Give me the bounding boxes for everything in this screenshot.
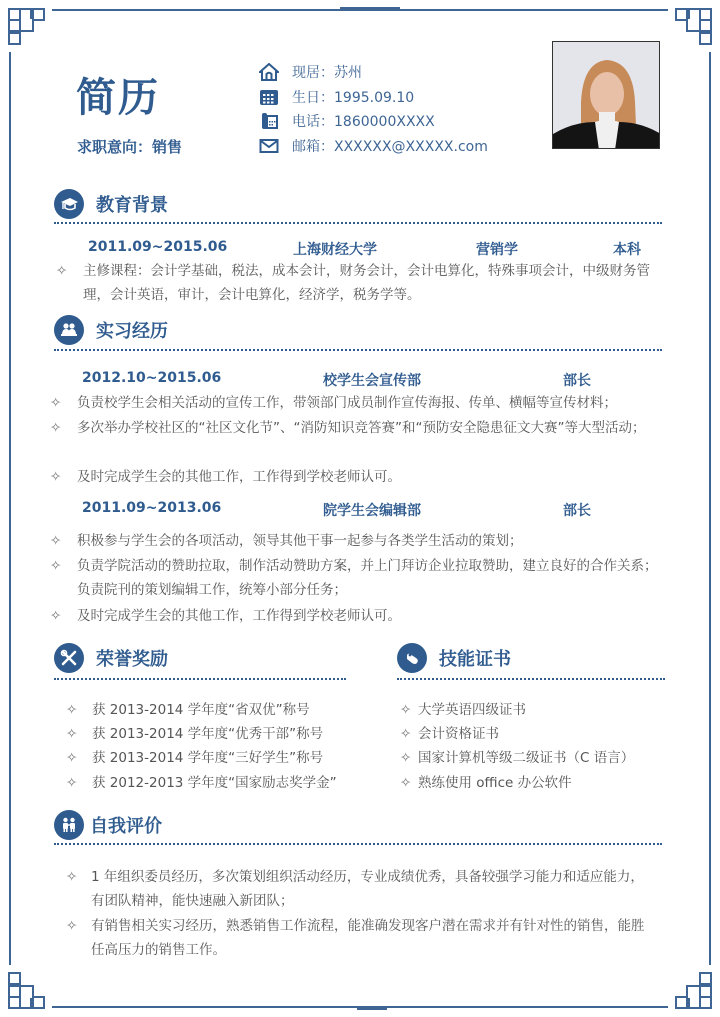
internship-role: 部长 xyxy=(563,373,591,389)
section-honors-title: 荣誉奖励 xyxy=(96,649,168,670)
section-self-eval-header xyxy=(54,810,162,840)
resume-title: 简历 xyxy=(76,75,160,121)
border-accent-bottom xyxy=(357,1007,387,1010)
education-school: 上海财经大学 xyxy=(293,242,377,258)
bullet-diamond-icon: ✧ xyxy=(50,469,62,485)
education-major: 营销学 xyxy=(476,242,518,258)
section-divider xyxy=(397,678,665,680)
internship-period: 2011.09~2013.06 xyxy=(82,500,222,516)
location-text: 现居：苏州 xyxy=(292,65,362,82)
self-eval-item: ✧ 1 年组织委员经历，多次策划组织活动经历，专业成绩优秀，具备较强学习能力和适应能力，有团队精神，能快速融入新团队； xyxy=(66,865,646,913)
tools-icon xyxy=(54,643,84,673)
bullet-diamond-icon: ✧ xyxy=(400,775,412,791)
internship-item: ✧ 负责学院活动的赞助拉取，制作活动赞助方案，并上门拜访企业拉取赞助，建立良好的合作关系；负责院刊的策划编辑工作，统筹小部分任务； xyxy=(50,554,662,602)
internship-role: 部长 xyxy=(563,503,591,519)
bullet-diamond-icon: ✧ xyxy=(400,702,412,718)
birthday-text: 生日：1995.09.10 xyxy=(292,89,415,106)
internship-item: ✧ 多次举办学校社区的“社区文化节”、“消防知识竞答赛”和“预防安全隐患征文大赛”等大型活动； xyxy=(50,416,662,440)
section-honors-header xyxy=(54,643,168,673)
bullet-diamond-icon: ✧ xyxy=(66,918,78,934)
bullet-diamond-icon: ✧ xyxy=(400,726,412,742)
honor-item: ✧ 获 2013-2014 学年度“省双优”称号 xyxy=(66,698,366,722)
corner-ornament-bottom-left xyxy=(6,965,52,1011)
section-self-eval-title: 自我评价 xyxy=(90,816,162,837)
section-divider xyxy=(54,349,662,351)
skill-item: ✧ 会计资格证书 xyxy=(400,722,670,746)
bullet-diamond-icon: ✧ xyxy=(66,702,78,718)
bullet-diamond-icon: ✧ xyxy=(66,869,78,885)
bullet-diamond-icon: ✧ xyxy=(50,558,62,574)
section-internship-header xyxy=(54,315,168,345)
bullet-diamond-icon: ✧ xyxy=(66,726,78,742)
corner-ornament-top-right xyxy=(668,6,714,52)
bullet-diamond-icon: ✧ xyxy=(66,775,78,791)
bullet-diamond-icon: ✧ xyxy=(400,750,412,766)
job-intention: 求职意向：销售 xyxy=(77,138,183,156)
internship-item: ✧ 及时完成学生会的其他工作，工作得到学校老师认可。 xyxy=(50,465,662,489)
section-divider xyxy=(54,222,662,224)
education-courses: ✧ 主修课程：会计学基础，税法，成本会计，财务会计，会计电算化，特殊事项会计，中级财务管理，会计英语，审计，会计电算化，经济学，税务学等。 xyxy=(56,259,656,307)
people-icon xyxy=(54,810,84,840)
bullet-diamond-icon: ✧ xyxy=(50,420,62,436)
honor-item: ✧ 获 2013-2014 学年度“三好学生”称号 xyxy=(66,746,366,770)
corner-ornament-top-left xyxy=(6,6,52,52)
contact-phone xyxy=(258,109,488,134)
mail-icon xyxy=(258,136,280,156)
honor-item: ✧ 获 2013-2014 学年度“优秀干部”称号 xyxy=(66,722,366,746)
self-eval-item: ✧ 有销售相关实习经历，熟悉销售工作流程，能准确发现客户潜在需求并有针对性的销售，能胜任高压力的销售工作。 xyxy=(66,914,646,962)
internship-item: ✧ 负责校学生会相关活动的宣传工作，带领部门成员制作宣传海报、传单、横幅等宣传材料； xyxy=(50,391,662,415)
profile-photo xyxy=(552,41,660,149)
internship-period: 2012.10~2015.06 xyxy=(82,370,222,386)
education-period: 2011.09~2015.06 xyxy=(88,239,228,255)
bullet-diamond-icon: ✧ xyxy=(56,263,68,279)
team-icon xyxy=(54,315,84,345)
education-degree: 本科 xyxy=(613,242,641,258)
honor-item: ✧ 获 2012-2013 学年度“国家励志奖学金” xyxy=(66,771,366,795)
bullet-diamond-icon: ✧ xyxy=(50,533,62,549)
section-education-title: 教育背景 xyxy=(96,195,168,216)
graduation-cap-icon xyxy=(54,189,84,219)
border-accent-top xyxy=(340,7,400,11)
home-icon xyxy=(258,62,280,82)
skill-item: ✧ 国家计算机等级二级证书（C 语言） xyxy=(400,746,670,770)
internship-org: 院学生会编辑部 xyxy=(323,503,421,519)
bullet-diamond-icon: ✧ xyxy=(50,395,62,411)
internship-item: ✧ 及时完成学生会的其他工作，工作得到学校老师认可。 xyxy=(50,604,662,628)
bullet-diamond-icon: ✧ xyxy=(66,750,78,766)
section-divider xyxy=(54,678,346,680)
section-skills-title: 技能证书 xyxy=(439,649,511,670)
phone-icon xyxy=(258,111,280,131)
section-divider xyxy=(54,843,662,845)
contact-info xyxy=(258,60,488,158)
skill-item: ✧ 熟练使用 office 办公软件 xyxy=(400,771,670,795)
internship-org: 校学生会宣传部 xyxy=(323,373,421,389)
corner-ornament-bottom-right xyxy=(668,965,714,1011)
bullet-diamond-icon: ✧ xyxy=(50,608,62,624)
section-skills-header xyxy=(397,643,511,673)
hand-icon xyxy=(397,643,427,673)
email-text: 邮箱：XXXXXX@XXXXX.com xyxy=(292,138,488,155)
internship-item: ✧ 积极参与学生会的各项活动，领导其他干事一起参与各类学生活动的策划； xyxy=(50,529,662,553)
contact-birthday xyxy=(258,85,488,110)
contact-email xyxy=(258,134,488,159)
section-internship-title: 实习经历 xyxy=(96,321,168,342)
section-education-header xyxy=(54,189,168,219)
contact-location xyxy=(258,60,488,85)
skill-item: ✧ 大学英语四级证书 xyxy=(400,698,670,722)
phone-text: 电话：1860000XXXX xyxy=(292,114,435,131)
calendar-icon xyxy=(258,87,280,107)
